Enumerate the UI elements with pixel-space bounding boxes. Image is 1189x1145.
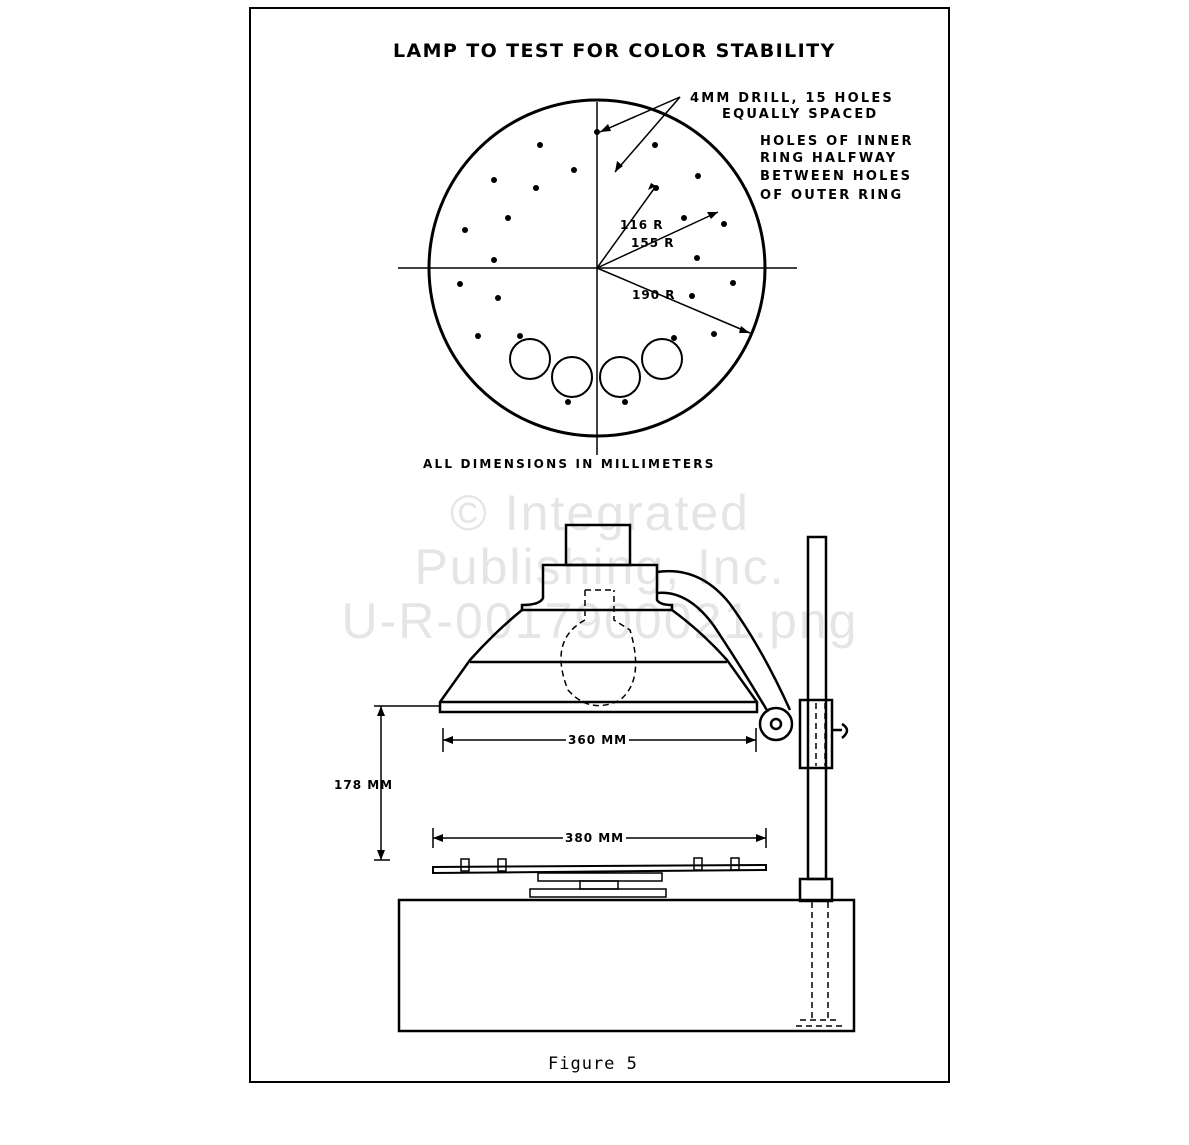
drill-hole [594, 129, 600, 135]
drill-hole [694, 255, 700, 261]
drill-hole [537, 142, 543, 148]
drill-hole [622, 399, 628, 405]
figure-caption: Figure 5 [548, 1054, 638, 1074]
lamp-collar [522, 565, 672, 610]
inner-ring-note-line-2: RING HALFWAY [760, 151, 898, 166]
bulb-hidden [561, 590, 636, 706]
units-note: ALL DIMENSIONS IN MILLIMETERS [423, 457, 716, 471]
base-box [399, 900, 854, 1031]
watermark-line: © Integrated [450, 485, 750, 541]
drill-hole [533, 185, 539, 191]
dim-label-380: 380 MM [565, 831, 625, 845]
drill-hole [475, 333, 481, 339]
drill-hole [491, 177, 497, 183]
sample-hole [510, 339, 550, 379]
drill-hole [457, 281, 463, 287]
inner-ring-note-line-3: BETWEEN HOLES [760, 169, 913, 184]
drill-hole [681, 215, 687, 221]
drill-hole [689, 293, 695, 299]
drill-hole [711, 331, 717, 337]
drill-hole [462, 227, 468, 233]
figure-title: LAMP TO TEST FOR COLOR STABILITY [393, 40, 836, 62]
drill-hole [721, 221, 727, 227]
drill-hole [652, 142, 658, 148]
drill-hole [517, 333, 523, 339]
drill-hole [491, 257, 497, 263]
radius-label-190: 190 R [632, 288, 676, 302]
drill-hole [565, 399, 571, 405]
dim-label-360: 360 MM [568, 733, 628, 747]
specimen-platform [433, 865, 766, 873]
arm-pivot [760, 708, 792, 740]
sample-hole [642, 339, 682, 379]
watermark-line: Publishing, Inc. [414, 539, 786, 595]
clamp-knob [832, 724, 847, 738]
drill-hole [571, 167, 577, 173]
watermark-line: U-R-0017900021.png [341, 593, 859, 649]
post-collar [800, 879, 832, 901]
sample-hole [600, 357, 640, 397]
drill-note-line-1: 4MM DRILL, 15 HOLES [690, 91, 894, 106]
dim-label-178: 178 MM [334, 778, 394, 792]
drill-hole [495, 295, 501, 301]
drill-note-line-2: EQUALLY SPACED [722, 107, 879, 122]
drill-hole [671, 335, 677, 341]
radius-label-116: 116 R [620, 218, 664, 232]
drill-hole [505, 215, 511, 221]
radius-label-155: 155 R [631, 236, 675, 250]
drill-hole [730, 280, 736, 286]
drill-hole [695, 173, 701, 179]
inner-ring-note-line-4: OF OUTER RING [760, 188, 904, 203]
sample-hole [552, 357, 592, 397]
inner-ring-note-line-1: HOLES OF INNER [760, 134, 914, 149]
lamp-socket [566, 525, 630, 565]
stand-post [808, 537, 826, 879]
